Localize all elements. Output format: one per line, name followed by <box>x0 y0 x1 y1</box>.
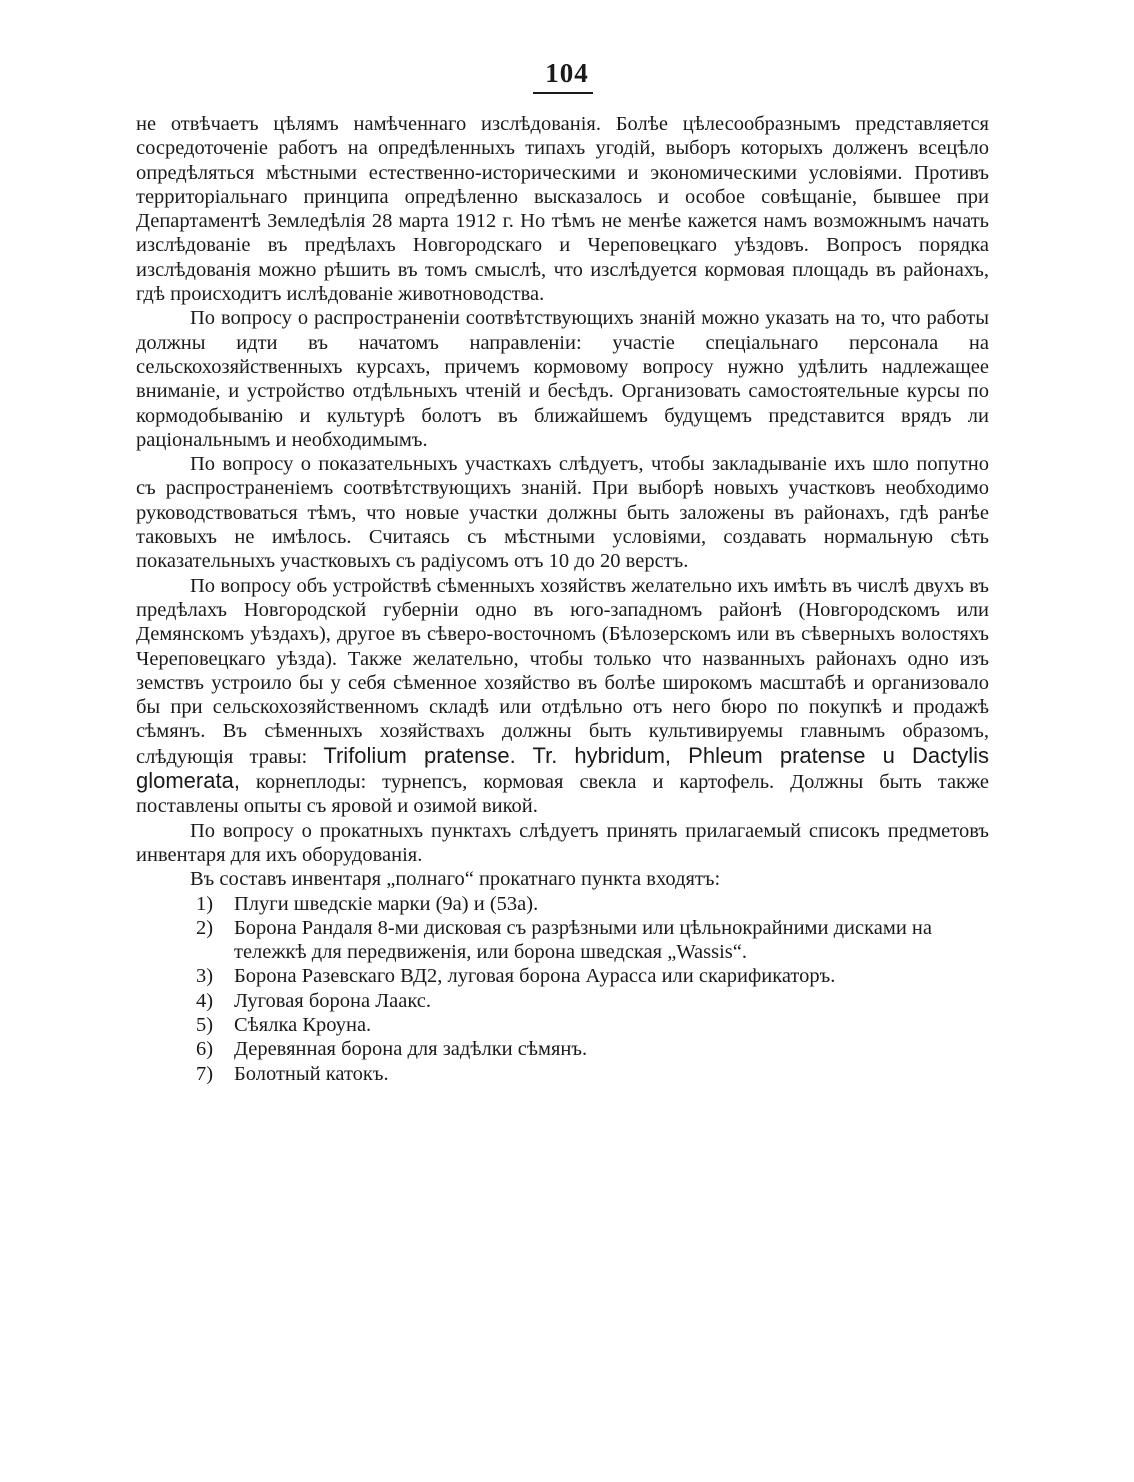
list-item-number: 1) <box>196 892 214 915</box>
list-item-number: 6) <box>196 1038 214 1061</box>
paragraph-5: По вопросу о прокатныхъ пунктахъ слѣдуетъ принять прилагаемый списокъ предметовъ инвентаря для ихъ оборудованія. <box>136 819 989 866</box>
paragraph-6: Въ составъ инвентаря „полнаго“ прокатнаго пункта входятъ: <box>190 868 721 891</box>
page-number: 104 <box>545 58 589 88</box>
paragraph-4-text-end: корнеплоды: турнепсъ, кормовая свекла и картофель. Должны быть также поставлены опыты съ яровой и озимой викой. <box>136 771 989 818</box>
paragraph-4 <box>136 574 989 819</box>
list-item-number: 4) <box>196 989 214 1012</box>
list-item-text: Сѣялка Кроуна. <box>234 1013 372 1036</box>
list-item-number: 3) <box>196 965 214 988</box>
list-item <box>136 1013 989 1037</box>
list-item-text: Плуги шведскіе марки (9а) и (53а). <box>234 892 539 915</box>
page-number-rule <box>533 92 593 94</box>
list-item-text: Борона Рандаля 8-ми дисковая съ разрѣзными или цѣльнокрайними дисками на тележкѣ для передвиженія, или борона шведская „Wassis“. <box>234 916 932 964</box>
list-item-text: Болотный катокъ. <box>234 1062 389 1085</box>
list-item-text: Борона Разевскаго ВД2, луговая борона Аурасса или скарификаторъ. <box>234 965 836 988</box>
paragraph-4-text-start: По вопросу объ устройствѣ сѣменныхъ хозяйствъ желательно ихъ имѣть въ числѣ двухъ въ предѣлахъ Новгородской губерніи одно въ юго-западномъ районѣ (Новгородскомъ или Демянскомъ уѣздахъ), другое въ сѣверо-восточномъ (Бѣлозерскомъ или въ сѣверныхъ волостяхъ Череповецкаго уѣзда). Также желательно, чтобы только что названныхъ районахъ одно изъ земствъ устроило бы у себя сѣменное хозяйство въ болѣе широкомъ масштабѣ и организовало бы при сельскохозяйственномъ складѣ или отдѣльно отъ него бюро по покупкѣ и продажѣ сѣмянъ. Въ сѣменныхъ хозяйствахъ должны быть культивируемы главнымъ образомъ, слѣдующія травы: <box>136 574 989 768</box>
list-item <box>136 964 989 988</box>
list-item-number: 2) <box>196 916 214 939</box>
paragraph-1: не отвѣчаетъ цѣлямъ намѣченнаго изслѣдованія. Болѣе цѣлесообразнымъ представляется сосредоточеніе работъ на опредѣленныхъ типахъ угодій, выборъ которыхъ долженъ всецѣло опредѣляться мѣстными естественно-историческими и экономическими условіями. Противъ территоріальнаго принципа опредѣленно высказалось и особое совѣщаніе, бывшее при Департаментѣ Земледѣлія 28 марта 1912 г. Но тѣмъ не менѣе кажется намъ возможнымъ начать изслѣдованіе въ предѣлахъ Новгородскаго и Череповецкаго уѣздовъ. Вопросъ порядка изслѣдованія можно рѣшить въ томъ смыслѣ, что изслѣдуется кормовая площадь въ районахъ, гдѣ происходитъ иcлѣдованіе животноводства. <box>136 113 989 306</box>
list-item <box>136 892 989 916</box>
latin-plant-names: Trifolium pratense. Tr. hybridum, Phleum pratense u Dactylis glomerata, <box>136 742 989 794</box>
list-item <box>136 1062 989 1086</box>
body-text <box>136 112 989 1086</box>
list-item-text: Деревянная борона для задѣлки сѣмянъ. <box>234 1038 588 1061</box>
list-item <box>136 989 989 1013</box>
paragraph-2: По вопросу о распространеніи соотвѣтствующихъ знаній можно указать на то, что работы должны идти въ начатомъ направленіи: участіе спеціальнаго персонала на сельскохозяйственныхъ курсахъ, причемъ кормовому вопросу нужно удѣлить надлежащее вниманіе, и устройство отдѣльныхъ чтеній и бесѣдъ. Организовать самостоятельные курсы по кормодобыванію и культурѣ болотъ въ ближайшемъ будущемъ представится врядъ ли раціональнымъ и необходимымъ. <box>136 307 989 451</box>
list-item <box>136 916 989 965</box>
list-item-number: 5) <box>196 1013 214 1036</box>
list-item-text: Луговая борона Лаакс. <box>234 989 432 1012</box>
inventory-list <box>136 892 989 1086</box>
list-item <box>136 1037 989 1061</box>
list-item-number: 7) <box>196 1062 214 1085</box>
paragraph-3: По вопросу о показательныхъ участкахъ слѣдуетъ, чтобы закладываніе ихъ шло попутно съ распространеніемъ соотвѣтствующихъ знаній. При выборѣ новыхъ участковъ необходимо руководствоваться тѣмъ, что новые участки должны быть заложены въ районахъ, гдѣ ранѣе таковыхъ не имѣлось. Считаясь съ мѣстными условіями, создавать нормальную сѣть показательныхъ участковыхъ съ радіусомъ отъ 10 до 20 верстъ. <box>136 453 989 573</box>
